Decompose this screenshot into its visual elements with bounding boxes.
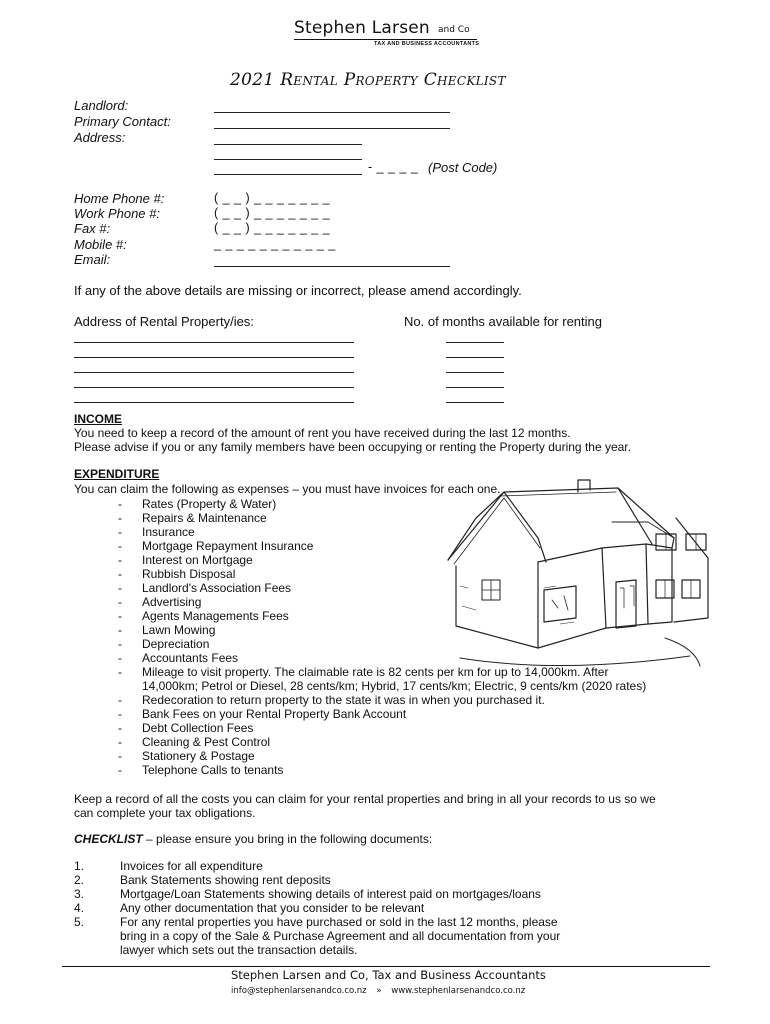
mobile-field[interactable]: _ _ _ _ _ _ _ _ _ _ _	[214, 237, 336, 251]
months-label: No. of months available for renting	[404, 314, 602, 329]
property-address-label: Address of Rental Property/ies:	[74, 314, 254, 329]
checklist-heading: CHECKLIST	[74, 832, 143, 846]
address-label: Address:	[74, 130, 126, 145]
title-year: 2021	[230, 70, 275, 90]
checklist-list: 1. Invoices for all expenditure 2. Bank Statements showing rent deposits 3. Mortgage/Loan Statements showing details of interest paid on mortgages/loans 4. Any other documentation that you consider to be relevant 5. For any rental properties you have purchased or sold in the last 12 months, please bring in a copy of the Sale & Purchase Agreement and all documentation from your lawyer which sets out the transaction details.	[74, 859, 561, 957]
mobile-label: Mobile #:	[74, 237, 127, 252]
home-phone-label: Home Phone #:	[74, 191, 165, 206]
income-line-2: Please advise if you or any family members have been occupying or renting the Property during the year.	[74, 440, 631, 454]
expenditure-intro: You can claim the following as expenses – you must have invoices for each one.	[74, 482, 501, 496]
title-text: Rental Property Checklist	[280, 70, 506, 90]
footer-contact	[231, 986, 525, 996]
fax-field[interactable]: ( _ _ ) _ _ _ _ _ _ _	[214, 221, 331, 235]
primary-contact-label: Primary Contact:	[74, 114, 171, 129]
amend-note: If any of the above details are missing or incorrect, please amend accordingly.	[74, 283, 522, 298]
brand-tagline: TAX AND BUSINESS ACCOUNTANTS	[374, 41, 480, 47]
keep-record-line-2: can complete your tax obligations.	[74, 806, 256, 820]
property-address-line[interactable]	[74, 345, 354, 358]
months-line[interactable]	[446, 375, 504, 388]
page-title	[230, 70, 506, 90]
logo	[294, 18, 479, 48]
property-address-line[interactable]	[74, 390, 354, 403]
footer-company: Stephen Larsen and Co, Tax and Business Accountants	[231, 968, 546, 982]
brand-suffix: and Co	[438, 25, 470, 35]
footer-separator: »	[376, 986, 382, 996]
checklist-intro-row	[74, 832, 432, 846]
income-heading: INCOME	[74, 412, 122, 426]
footer-rule	[62, 966, 710, 967]
landlord-field[interactable]	[214, 98, 450, 113]
months-line[interactable]	[446, 345, 504, 358]
fax-label: Fax #:	[74, 221, 111, 236]
property-address-line[interactable]	[74, 375, 354, 388]
address-line-2[interactable]	[214, 145, 362, 160]
house-sketch-illustration	[440, 478, 720, 678]
landlord-label: Landlord:	[74, 98, 129, 113]
keep-record-line-1: Keep a record of all the costs you can claim for your rental properties and bring in all your records to us so we	[74, 792, 656, 806]
property-address-line[interactable]	[74, 360, 354, 373]
email-label: Email:	[74, 252, 111, 267]
post-code-field[interactable]: - _ _ _ _	[368, 160, 419, 174]
address-line-3[interactable]	[214, 160, 362, 175]
expense-list: - Rates (Property & Water) - Repairs & Maintenance - Insurance - Mortgage Repayment Insurance - Interest on Mortgage - Rubbish Disposal - Landlord's Association Fees - Advertising - Agents Managements Fees - Lawn Mowing - Depreciation - Accountants Fees - Mileage to visit property. The claimable rate is 82 cents per km for up to 14,000km. After 14,000km; Petrol or Diesel, 28 cents/km; Hybrid, 17 cents/km; Electric, 9 cents/km (2020 rates) - Redecoration to return property to the state it was in when you purchased it. - Bank Fees on your Rental Property Bank Account - Debt Collection Fees - Cleaning & Pest Control - Stationery & Postage - Telephone Calls to tenants	[118, 497, 647, 777]
checklist-intro: – please ensure you bring in the following documents:	[142, 832, 433, 846]
post-code-label: (Post Code)	[428, 160, 498, 175]
home-phone-field[interactable]: ( _ _ ) _ _ _ _ _ _ _	[214, 191, 331, 205]
work-phone-label: Work Phone #:	[74, 206, 160, 221]
primary-contact-field[interactable]	[214, 114, 450, 129]
email-field[interactable]	[214, 252, 450, 267]
brand-name: Stephen Larsen	[294, 18, 430, 38]
logo-rule	[294, 39, 477, 40]
months-line[interactable]	[446, 330, 504, 343]
address-line-1[interactable]	[214, 130, 362, 145]
income-line-1: You need to keep a record of the amount of rent you have received during the last 12 months.	[74, 426, 571, 440]
months-line[interactable]	[446, 360, 504, 373]
expenditure-heading: EXPENDITURE	[74, 467, 160, 481]
months-line[interactable]	[446, 390, 504, 403]
footer-website[interactable]: www.stephenlarsenandco.co.nz	[391, 986, 526, 996]
footer-email[interactable]: info@stephenlarsenandco.co.nz	[231, 986, 367, 996]
property-address-line[interactable]	[74, 330, 354, 343]
work-phone-field[interactable]: ( _ _ ) _ _ _ _ _ _ _	[214, 206, 331, 220]
